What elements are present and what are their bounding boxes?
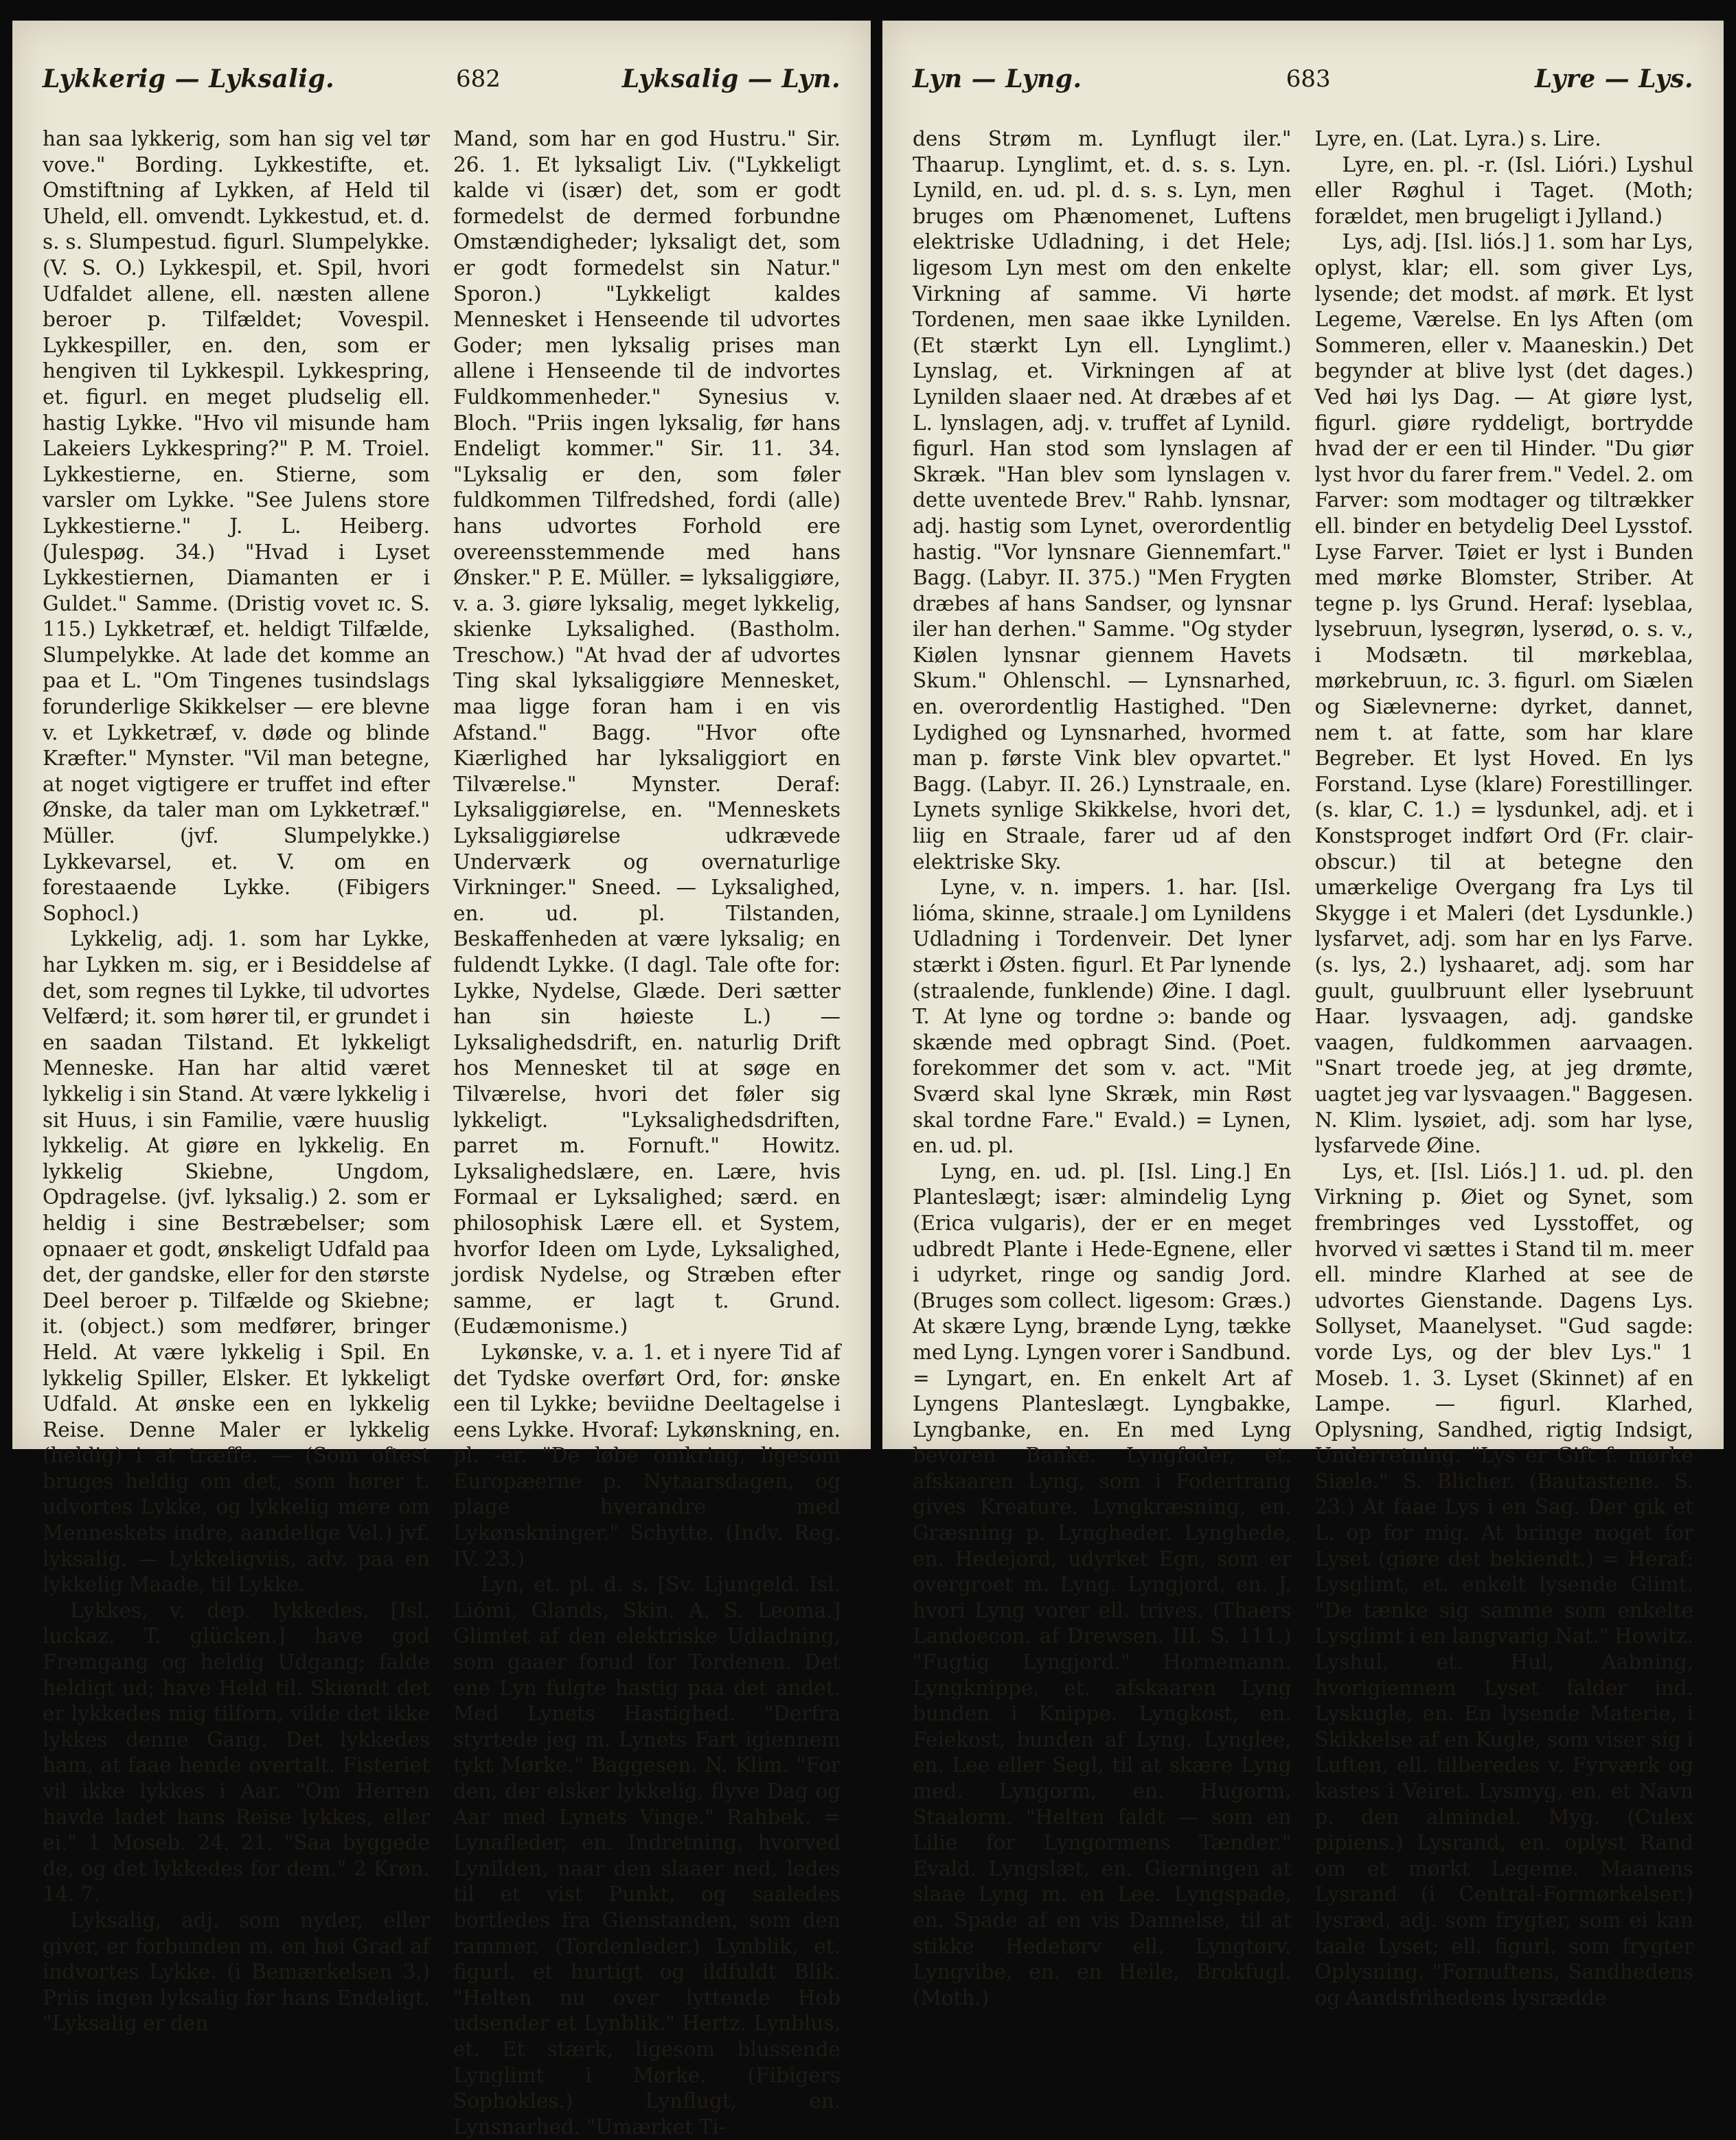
- entry-paragraph: Lykønske, v. a. 1. et i nyere Tid af det Tydske overført Ord, for: ønske een til Lykke; beviidne Deeltagelse i eens Lykke. Hvoraf: Lykønskning, en. pl. -er. "De løbe omkring, ligesom Europæerne p. Nytaarsdagen, og plage hverandre med Lykønskninger." Schytte. (Indv. Reg. IV. 23.): [453, 1340, 841, 1571]
- column-right: [1315, 126, 1694, 2011]
- column-left: [43, 126, 430, 2140]
- entry-paragraph: Lys, adj. [Isl. liós.] 1. som har Lys, oplyst, klar; ell. som giver Lys, lysende; det modst. af mørk. Et lyst Legeme, Værelse. En lys Aften (om Sommeren, eller v. Maaneskin.) Det begynder at blive lyst (det dages.) Ved høi lys Dag. — At giøre lyst, figurl. giøre ryddeligt, bortrydde hvad der er een til Hinder. "Du giør lyst hvor du farer frem." Vedel. 2. om Farver: som modtager og tiltrækker ell. binder en betydelig Deel Lysstof. Lyse Farver. Tøiet er lyst i Bunden med mørke Blomster, Striber. At tegne p. lys Grund. Heraf: lyseblaa, lysebruun, lysegrøn, lyserød, o. s. v., i Modsætn. til mørkeblaa, mørkebruun, ɪc. 3. figurl. om Siælen og Siælevnerne: dyrket, dannet, nem t. at fatte, som har klare Begreber. Et lyst Hoved. En lys Forstand. Lyse (klare) Forestillinger. (s. klar, C. 1.) = lysdunkel, adj. et i Konstsproget indført Ord (Fr. clair-obscur.) til at betegne den umærkelige Overgang fra Lys til Skygge i et Maleri (det Lysdunkle.) lysfarvet, adj. som har en lys Farve. (s. lys, 2.) lyshaaret, adj. som har guult, guulbruunt eller lysebruunt Haar. lysvaagen, adj. gandske vaagen, fuldkommen aarvaagen. "Snart troede jeg, at jeg drømte, uagtet jeg var lysvaagen." Baggesen. N. Klim. lysøiet, adj. som har lyse, lysfarvede Øine.: [1314, 230, 1693, 1158]
- left-page: [12, 21, 871, 2139]
- column-right: [453, 126, 841, 2140]
- page-header: [43, 48, 841, 110]
- column-left: [913, 126, 1292, 2011]
- page-number: 683: [1286, 65, 1331, 93]
- header-right-guideword: Lyksalig — Lyn.: [621, 65, 841, 93]
- entry-paragraph: Lyre, en. (Lat. Lyra.) s. Lire.: [1314, 127, 1601, 150]
- entry-paragraph: Lykkelig, adj. 1. som har Lykke, har Lykken m. sig, er i Besiddelse af det, som regnes til Lykke, til udvortes Velfærd; it. som hører til, er grundet i en saadan Tilstand. Et lykkeligt Menneske. Han har altid været lykkelig i sin Stand. At være lykkelig i sit Huus, i sin Familie, være huuslig lykkelig. At giøre en lykkelig. En lykkelig Skiebne, Ungdom, Opdragelse. (jvf. lyksalig.) 2. som er heldig i sine Bestræbelser; som opnaaer et godt, ønskeligt Udfald paa det, der gandske, eller for den største Deel beroer p. Tilfælde og Skiebne; it. (object.) som medfører, bringer Held. At være lykkelig i Spil. En lykkelig Spiller, Elsker. Et lykkeligt Udfald. At ønske een en lykkelig Reise. Denne Maler er lykkelig (heldig) i at træffe. — (Som oftest bruges heldig om det, som hører t. udvortes Lykke, og lykkelig mere om Menneskets indre, aandelige Vel.) jvf. lyksalig. — Lykkeligviis, adv. paa en lykkelig Maade, til Lykke.: [43, 927, 430, 1597]
- entry-paragraph: Lyre, en. pl. -r. (Isl. Lióri.) Lyshul eller Røghul i Taget. (Moth; forældet, men brugeligt i Jylland.): [1314, 152, 1693, 228]
- entry-paragraph: Lyng, en. ud. pl. [Isl. Ling.] En Planteslægt; især: almindelig Lyng (Erica vulgaris), der er en meget udbredt Plante i Hede-Egnene, eller i udyrket, ringe og sandig Jord. (Bruges som collect. ligesom: Græs.) At skære Lyng, brænde Lyng, tække med Lyng. Lyngen vorer i Sandbund. = Lyngart, en. En enkelt Art af Lyngens Planteslægt. Lyngbakke, Lyngbanke, en. En med Lyng bevoren Banke. Lyngfoder, et. afskaaren Lyng, som i Fodertrang gives Kreature. Lyngkræsning, en. Græsning p. Lyngheder. Lynghede, en. Hedejord, udyrket Egn, som er overgroet m. Lyng. Lyngjord, en. J. hvori Lyng vorer ell. trives. (Thaers Landoecon. af Drewsen. III. S. 111.) "Fugtig Lyngjord." Hornemann. Lyngknippe, et. afskaaren Lyng bunden i Knippe. Lyngkost, en. Feiekost, bunden af Lyng. Lynglee, en. Lee eller Segl, til at skære Lyng med. Lyngorm, en. Hugorm, Staalorm. "Helten faldt — som en Lilie for Lyngormens Tænder." Evald. Lyngslæt, en. Gierningen at slaae Lyng m. en Lee. Lyngspade, en. Spade af en vis Dannelse, til at stikke Hedetørv ell. Lyngtørv. Lyngvibe, en. en Heile, Brokfugl. (Moth.): [913, 1159, 1292, 2010]
- entry-paragraph: dens Strøm m. Lynflugt iler." Thaarup. Lynglimt, et. d. s. s. Lyn. Lynild, en. ud. pl. d. s. s. Lyn, men bruges om Phænomenet, Luftens elektriske Udladning, i det Hele; ligesom Lyn mest om den enkelte Virkning af samme. Vi hørte Tordenen, men saae ikke Lynilden. (Et stærkt Lyn ell. Lynglimt.) Lynslag, et. Virkningen af at Lynilden slaaer ned. At dræbes af et L. lynslagen, adj. v. truffet af Lynild. figurl. Han stod som lynslagen af Skræk. "Han blev som lynslagen v. dette uventede Brev." Rahb. lynsnar, adj. hastig som Lynet, overordentlig hastig. "Vor lynsnare Giennemfart." Bagg. (Labyr. II. 375.) "Men Frygten dræbes af hans Sandser, og lynsnar iler han derhen." Samme. "Og styder Kiølen lynsnar giennem Havets Skum." Ohlenschl. — Lynsnarhed, en. overordentlig Hastighed. "Den Lydighed og Lynsnarhed, hvormed man p. første Vink blev opvartet." Bagg. (Labyr. II. 26.) Lynstraale, en. Lynets synlige Skikkelse, hvori det, liig en Straale, farer ud af den elektriske Sky.: [913, 127, 1292, 874]
- right-page: [882, 21, 1724, 2010]
- header-left-guideword: Lyn — Lyng.: [913, 65, 1082, 93]
- entry-paragraph: han saa lykkerig, som han sig vel tør vove." Bording. Lykkestifte, et. Omstiftning af Lykken, af Held til Uheld, ell. omvendt. Lykkestud, et. d. s. s. Slumpestud. figurl. Slumpelykke. (V. S. O.) Lykkespil, et. Spil, hvori Udfaldet allene, ell. næsten allene beroer p. Tilfældet; Vovespil. Lykkespiller, en. den, som er hengiven til Lykkespil. Lykkespring, et. figurl. en meget pludselig ell. hastig Lykke. "Hvo vil misunde ham Lakeiers Lykkespring?" P. M. Troiel. Lykkestierne, en. Stierne, som varsler om Lykke. "See Julens store Lykkestierne." J. L. Heiberg. (Julespøg. 34.) "Hvad i Lyset Lykkestiernen, Diamanten er i Guldet." Samme. (Dristig vovet ɪc. S. 115.) Lykketræf, et. heldigt Tilfælde, Slumpelykke. At lade det komme an paa et L. "Om Tingenes tusindslags forunderlige Skikkelser — ere blevne v. et Lykketræf, v. døde og blinde Kræfter." Mynster. "Vil man betegne, at noget vigtigere er truffet ind efter Ønske, da taler man om Lykketræf." Müller. (jvf. Slumpelykke.) Lykkevarsel, et. V. om en forestaaende Lykke. (Fibigers Sophocl.): [43, 127, 430, 925]
- page-header: [913, 48, 1693, 110]
- entry-paragraph: Lyne, v. n. impers. 1. har. [Isl. lióma, skinne, straale.] om Lynildens Udladning i Tordenveir. Det lyner stærkt i Østen. figurl. Et Par lynende (straalende, funklende) Øine. I dagl. T. At lyne og tordne ɔ: bande og skænde med opbragt Sind. (Poet. forekommer det som v. act. "Mit Sværd skal lyne Skræk, min Røst skal tordne Fare." Evald.) = Lynen, en. ud. pl.: [913, 876, 1292, 1158]
- entry-paragraph: Lykkes, v. dep. lykkedes. [Isl. luckaz. T. glücken.] have god Fremgang og heldig Udgang; falde heldigt ud; have Held til. Skiøndt det er lykkedes mig tilforn, vilde det ikke lykkes denne Gang. Det lykkedes ham, at faae hende overtalt. Fisteriet vil ikke lykkes i Aar. "Om Herren havde ladet hans Reise lykkes, eller ei." 1 Moseb. 24. 21. "Saa byggede de, og det lykkedes for dem." 2 Krøn. 14. 7.: [43, 1598, 430, 1906]
- entry-paragraph: Lyn, et. pl. d. s. [Sv. Ljungeld. Isl. Liómi, Glands, Skin. A. S. Leoma.] Glimtet af den elektriske Udladning, som gaaer forud for Tordenen. Det ene Lyn fulgte hastig paa det andet. Med Lynets Hastighed. "Derfra styrtede jeg m. Lynets Fart igiennem tykt Mørke." Baggesen. N. Klim. "For den, der elsker lykkelig, flyve Dag og Aar med Lynets Vinge." Rahbek. = Lynafleder, en. Indretning, hvorved Lynilden, naar den slaaer ned, ledes til et vist Punkt, og saaledes bortledes fra Gienstanden, som den rammer. (Tordenleder.) Lynblik, et. figurl. et hurtigt og ildfuldt Blik. "Helten nu over lyttende Hob udsender et Lynblik." Hertz. Lynblus, et. Et stærk, ligesom blussende Lynglimt i Mørke. (Fibigers Sophokles.) Lynflugt, en. Lynsnarhed. "Umærket Ti-: [453, 1573, 841, 2139]
- entry-paragraph: Mand, som har en god Hustru." Sir. 26. 1. Et lyksaligt Liv. ("Lykkeligt kalde vi (især) det, som er godt formedelst de dermed forbundne Omstændigheder; lyksaligt det, som er godt formedelst sin Natur." Sporon.) "Lykkeligt kaldes Mennesket i Henseende til udvortes Goder; men lyksalig prises man allene i Henseende til de indvortes Fuldkommenheder." Synesius v. Bloch. "Priis ingen lyksalig, før hans Endeligt kommer." Sir. 11. 34. "Lyksalig er den, som føler fuldkommen Tilfredshed, fordi (alle) hans udvortes Forhold ere overeensstemmende med hans Ønsker." P. E. Müller. = lyksaliggiøre, v. a. 3. giøre lyksalig, meget lykkelig, skienke Lyksalighed. (Bastholm. Treschow.) "At hvad der af udvortes Ting skal lyksaliggiøre Mennesket, maa ligge foran ham i en vis Afstand." Bagg. "Hvor ofte Kiærlighed har lyksaliggiort en Tilværelse." Mynster. Deraf: Lyksaliggiørelse, en. "Menneskets Lyksaliggiørelse udkrævede Underværk og overnaturlige Virkninger." Sneed. — Lyksalighed, en. ud. pl. Tilstanden, Beskaffenheden at være lyksalig; en fuldendt Lykke. (I dagl. Tale ofte for: Lykke, Nydelse, Glæde. Deri sætter han sin høieste L.) — Lyksalighedsdrift, en. naturlig Drift hos Mennesket til at søge en Tilværelse, hvori det føler sig lykkeligt. "Lyksalighedsdriften, parret m. Fornuft." Howitz. Lyksalighedslære, en. Lære, hvis Formaal er Lyksalighed; særd. en philosophisk Lære ell. et System, hvorfor Ideen om Lyde, Lyksalighed, jordisk Nydelse, og Stræben efter samme, er lagt t. Grund. (Eudæmonisme.): [453, 127, 841, 1339]
- header-right-guideword: Lyre — Lys.: [1534, 65, 1693, 93]
- entry-paragraph: Lyksalig, adj. som nyder, eller giver, er forbunden m. en høi Grad af indvortes Lykke. (i Bemærkelsen 3.) Priis ingen lyksalig før hans Endeligt. "Lyksalig er den: [43, 1908, 430, 2036]
- header-left-guideword: Lykkerig — Lyksalig.: [43, 65, 335, 93]
- entry-paragraph: Lys, et. [Isl. Liós.] 1. ud. pl. den Virkning p. Øiet og Synet, som frembringes ved Lysstoffet, og hvorved vi sættes i Stand til m. meer ell. mindre Klarhed at see de udvortes Gienstande. Dagens Lys. Sollyset, Maanelyset. "Gud sagde: vorde Lys, og der blev Lys." 1 Moseb. 1. 3. Lyset (Skinnet) af en Lampe. — figurl. Klarhed, Oplysning, Sandhed, rigtig Indsigt, Underretning. "Lys er Gift f. mørke Siæle." S. Blicher. (Bautastene. S. 23.) At faae Lys i en Sag. Der gik et L. op for mig. At bringe noget for Lyset (giøre det bekiendt.) = Heraf: Lysglimt, et. enkelt lysende Glimt. "De tænke sig samme som enkelte Lysglimt i en langvarig Nat." Howitz. Lyshul, et. Hul, Aabning, hvorigiennem Lyset falder ind. Lyskugle, en. En lysende Materie, i Skikkelse af en Kugle, som viser sig i Luften, ell. tilberedes v. Fyrværk og kastes i Veiret. Lysmyg, en. et Navn p. den almindel. Myg. (Culex pipiens.) Lysrand, en. oplyst Rand om et mørkt Legeme. Maanens Lysrand (i Central-Formørkelser.) lysræd, adj. som frygter, som ei kan taale Lyset; ell. figurl. som frygter Oplysning. "Fornuftens, Sandhedens og Aandsfrihedens lysrædde: [1314, 1159, 1693, 2010]
- columns: [43, 126, 841, 2140]
- page-number: 682: [456, 65, 501, 93]
- columns: [913, 126, 1693, 2011]
